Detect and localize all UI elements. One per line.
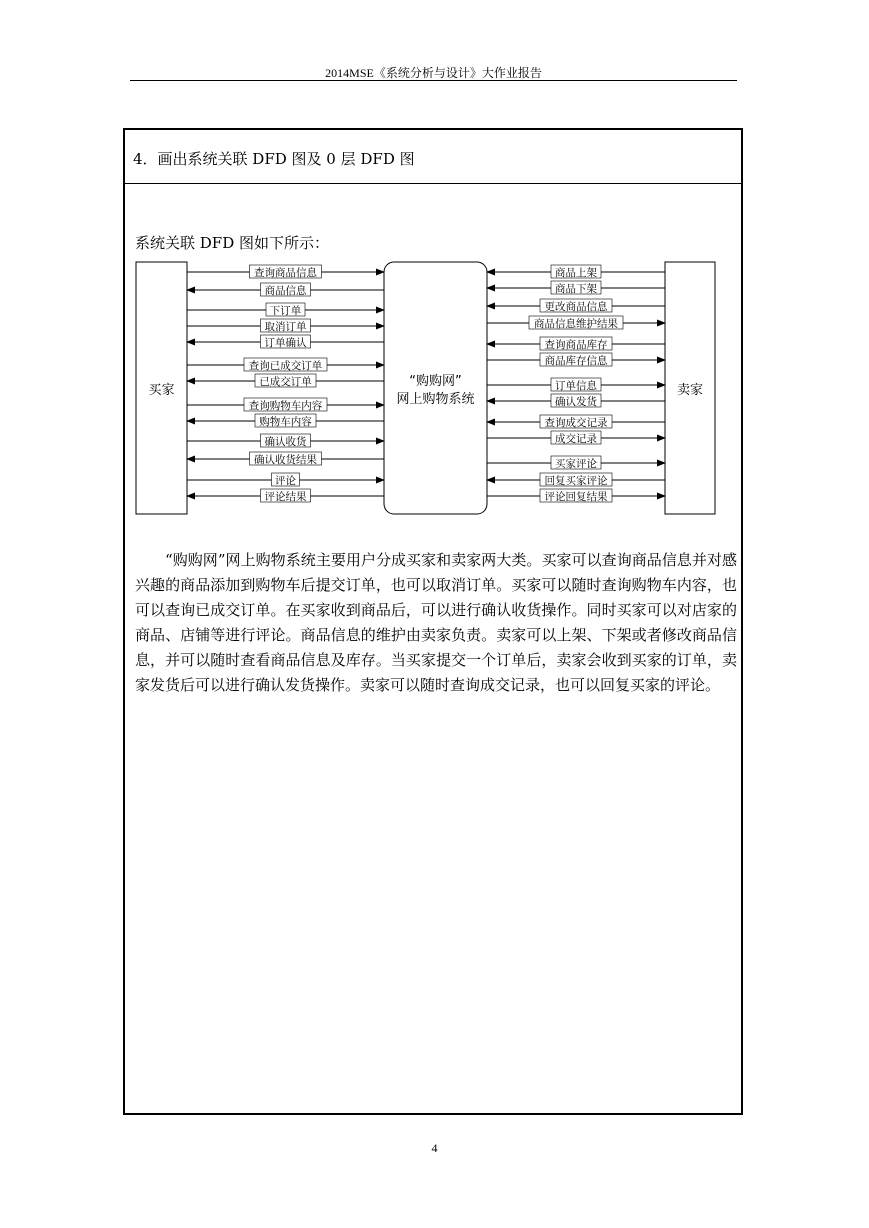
seller-flow-label: 商品库存信息 [544, 355, 608, 367]
buyer-entity-label: 买家 [148, 383, 175, 398]
description-paragraph [135, 548, 737, 698]
seller-flow-label: 商品上架 [555, 267, 597, 279]
system-process-label-2: 网上购物系统 [396, 392, 475, 407]
buyer-flow-label: 商品信息 [264, 285, 307, 297]
seller-flow-label: 更改商品信息 [544, 301, 608, 313]
buyer-flow-label: 已成交订单 [259, 376, 312, 388]
section-title: 4．画出系统关联 DFD 图及 0 层 DFD 图 [133, 150, 415, 168]
buyer-flow-label: 查询已成交订单 [248, 360, 323, 372]
seller-flow-label: 商品信息维护结果 [534, 318, 618, 330]
buyer-flow-label: 订单确认 [264, 337, 307, 349]
frame-divider [125, 183, 741, 184]
seller-flow-label: 确认发货 [555, 396, 597, 408]
seller-flow-label: 评论回复结果 [544, 491, 608, 503]
page-number: 4 [431, 1141, 438, 1155]
buyer-flow-label: 确认收货结果 [254, 454, 317, 466]
seller-entity-label: 卖家 [676, 383, 704, 398]
buyer-flow-label: 评论结果 [264, 491, 307, 503]
buyer-flow-label: 查询购物车内容 [248, 400, 323, 412]
buyer-flows [187, 265, 384, 503]
report-frame [123, 128, 743, 1115]
buyer-flow-label: 下订单 [269, 305, 302, 317]
seller-flow-label: 查询成交记录 [544, 417, 608, 429]
buyer-flow-label: 取消订单 [264, 321, 307, 333]
seller-flow-label: 商品下架 [555, 283, 597, 295]
description-text: “购购网”网上购物系统主要用户分成买家和卖家两大类。买家可以查询商品信息并对感兴趣的商品添加到购物车后提交订单，也可以取消订单。买家可以随时查询购物车内容，也可以查询已成交订单。在买家收到商品后，可以进行确认收货操作。同时买家可以对店家的商品、店铺等进行评论。商品信息的维护由卖家负责。卖家可以上架、下架或者修改商品信息，并可以随时查看商品信息及库存。当买家提交一个订单后，卖家会收到买家的订单，卖家发货后可以进行确认发货操作。卖家可以随时查询成交记录，也可以回复买家的评论。 [135, 551, 737, 694]
running-header: 2014MSE《系统分析与设计》大作业报告 [325, 66, 542, 80]
diagram-intro: 系统关联 DFD 图如下所示： [135, 234, 329, 252]
seller-flow-label: 订单信息 [555, 380, 597, 392]
seller-flow-label: 买家评论 [555, 458, 597, 470]
buyer-flow-label: 确认收货 [264, 436, 307, 448]
seller-flows [487, 265, 665, 503]
header-rule [130, 80, 737, 81]
seller-flow-label: 查询商品库存 [544, 339, 608, 351]
buyer-flow-label: 购物车内容 [259, 416, 312, 428]
seller-flow-label: 成交记录 [555, 433, 597, 445]
system-process-label-1: “购购网” [409, 374, 462, 389]
context-dfd-diagram [135, 260, 730, 522]
seller-flow-label: 回复买家评论 [544, 475, 608, 487]
buyer-flow-label: 查询商品信息 [254, 267, 317, 279]
buyer-flow-label: 评论 [275, 475, 296, 487]
